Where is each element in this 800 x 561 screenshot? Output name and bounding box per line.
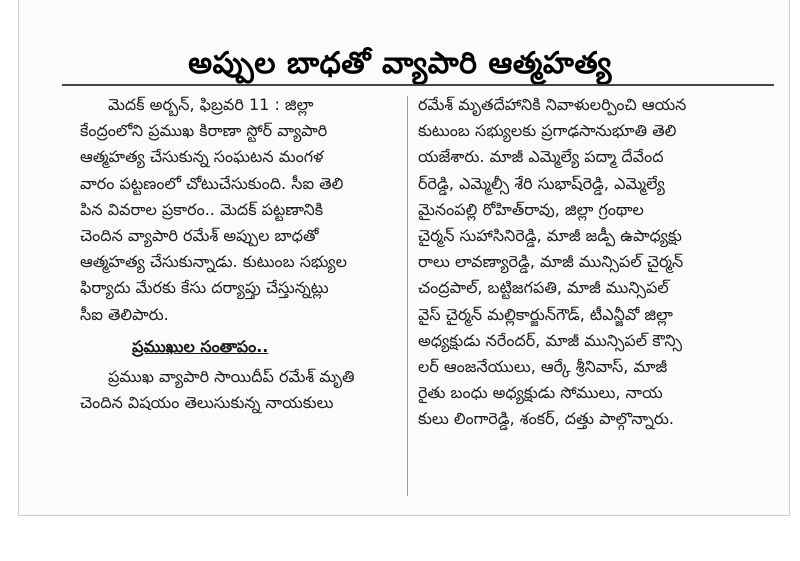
body-line: రాలు లావణ్యారెడ్డి, మాజీ మున్సిపల్ చైర్మన్ [418,252,684,272]
previous-article-fragment [60,0,740,6]
body-line: కుటుంబ సభ్యులకు ప్రగాఢసానుభూతి తెలి [418,121,677,141]
body-line: ఆత్మహత్య చేసుకున్నాడు. కుటుంబ సభ్యుల [80,252,347,272]
body-line: సీఐ తెలిపారు. [80,304,169,324]
body-line: పిన వివరాల ప్రకారం.. మెదక్ పట్టణానికి [80,199,324,219]
body-line: వారం పట్టణంలో చోటుచేసుకుంది. సీఐ తెలి [80,173,344,193]
body-line: మెదక్ అర్బన్, ఫిబ్రవరి 11 : జిల్లా [108,95,314,114]
body-line: చెందిన విషయం తెలుసుకున్న నాయకులు [80,393,334,413]
headline-rule [62,84,774,86]
body-line: చైర్మన్ సుహాసినిరెడ్డి, మాజీ జడ్పీ ఉపాధ్యక్షు [418,226,682,246]
body-line: ఆత్మహత్య చేసుకున్న సంఘటన మంగళ [80,147,324,167]
body-line: ప్రముఖ వ్యాపారి సాయిదీప్ రమేశ్ మృతి [108,367,355,387]
body-line: కేంద్రంలోని ప్రముఖ కిరాణా స్టోర్ వ్యాపారి [80,121,328,141]
headline: అప్పుల బాధతో వ్యాపారి ఆత్మహత్య [188,46,612,82]
body-line: మైనంపల్లి రోహిత్‌రావు, జిల్లా గ్రంథాల [418,199,644,219]
body-line: రైతు బంధు అధ్యక్షుడు సోములు, నాయ [418,383,663,403]
subheading: ప్రముఖుల సంతాపం.. [132,336,269,356]
body-line: ర్‌రెడ్డి, ఎమ్మెల్సీ శేరి సుభాష్‌రెడ్డి, ఎమ్మెల్యే [418,173,665,193]
body-line: వైస్ చైర్మన్ మల్లికార్జున్‌గౌడ్, టీఎన్జీవో జిల్లా [418,304,673,324]
body-line: చంద్రపాల్, బట్టిజగపతి, మాజీ మున్సిపల్ [418,278,669,298]
body-line: అధ్యక్షుడు నరేందర్, మాజీ మున్సిపల్ కౌన్సి [418,330,682,350]
column-divider [407,96,408,496]
body-line: యజేశారు. మాజీ ఎమ్మెల్యే పద్మా దేవేంద [418,147,664,167]
body-line: ఫిర్యాదు మేరకు కేసు దర్యాప్తు చేస్తున్నట్లు [80,278,329,298]
left-column [80,92,398,416]
right-column [418,92,774,433]
body-line: లర్ ఆంజనేయులు, ఆర్కే శ్రీనివాస్, మాజీ [418,357,668,377]
body-line: రమేశ్ మృతదేహానికి నివాళులర్పించి ఆయన [418,95,687,114]
body-line: చెందిన వ్యాపారి రమేశ్ అప్పుల బాధతో [80,226,319,246]
body-line: కులు లింగారెడ్డి, శంకర్, దత్తు పాల్గొన్నారు. [418,409,675,429]
